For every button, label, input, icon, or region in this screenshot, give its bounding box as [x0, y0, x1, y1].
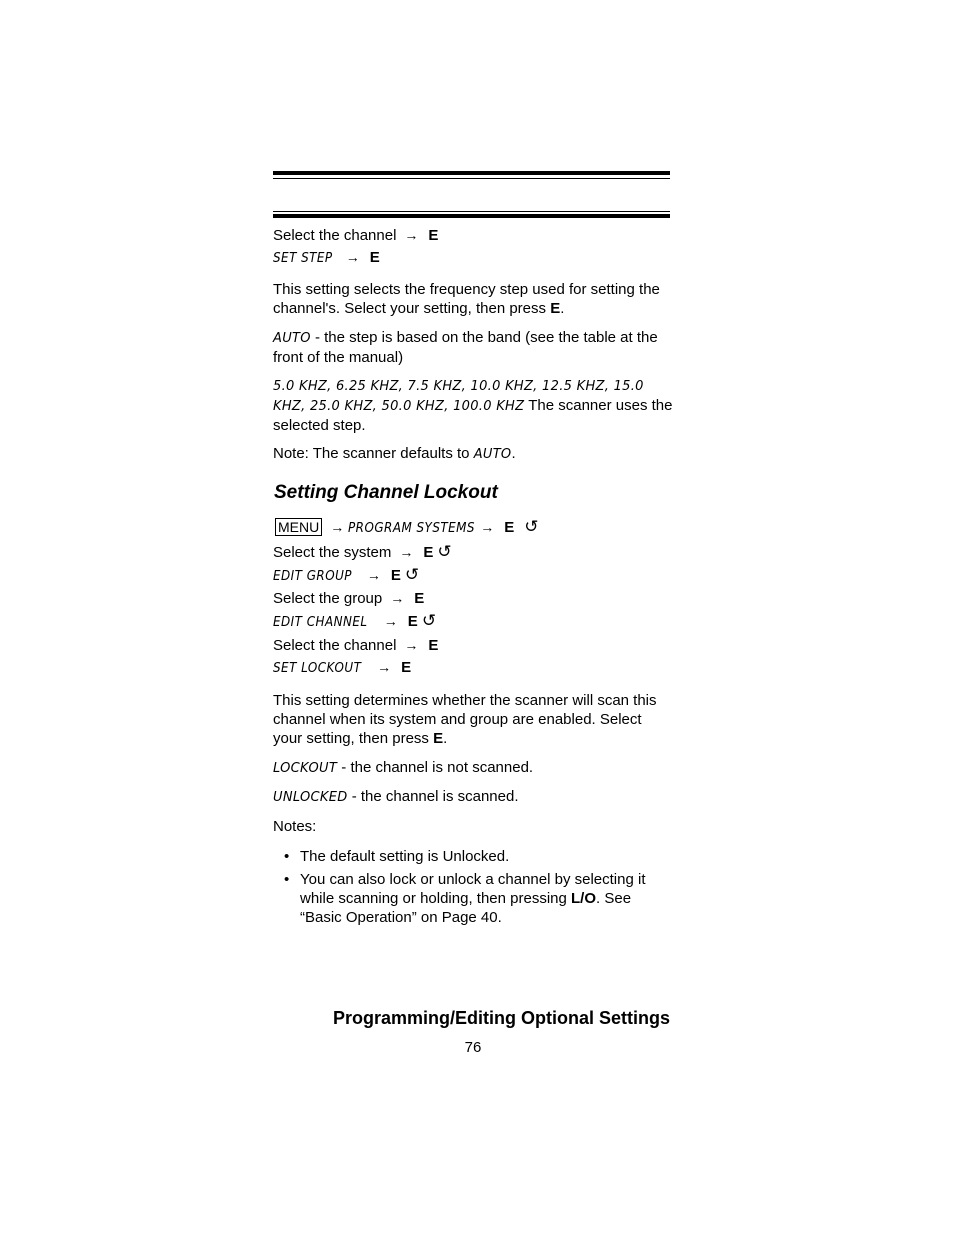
- loop-icon: ↺: [437, 542, 452, 561]
- arrow-icon: →: [366, 567, 381, 583]
- bullet-icon: •: [284, 871, 290, 888]
- set-step-description: This setting selects the frequency step used for setting the channel's. Select your setting, then press E.: [273, 281, 660, 317]
- page-number: 76: [464, 1039, 482, 1056]
- default-note: Note: The scanner defaults to AUTO.: [273, 445, 516, 462]
- lcd-unlocked: UNLOCKED: [273, 790, 348, 805]
- steps-option: 5.0 KHZ, 6.25 KHZ, 7.5 KHZ, 10.0 KHZ, 12.5 KHZ, 15.0 KHZ, 25.0 KHZ, 50.0 KHZ, 100.0 KHZ The scanner uses the selected step.: [273, 379, 673, 434]
- lock-line-select-group: Select the group → E: [273, 590, 425, 607]
- footer-title: Programming/Editing Optional Settings: [332, 1008, 670, 1028]
- e-key: E: [390, 567, 401, 584]
- instruction-text: Select the channel: [273, 227, 397, 244]
- top-rule-thin: [273, 178, 670, 179]
- arrow-icon: →: [345, 249, 360, 265]
- notes-label: Notes:: [273, 818, 317, 835]
- top-rule-thick: [273, 171, 670, 175]
- bullet-icon: •: [284, 848, 290, 865]
- e-key: E: [369, 249, 380, 266]
- lo-key: L/O: [571, 890, 597, 907]
- lcd-set-step: SET STEP: [273, 251, 333, 266]
- arrow-icon: →: [377, 659, 392, 675]
- e-key: E: [401, 659, 412, 676]
- arrow-icon: →: [390, 590, 405, 606]
- list-item: • The default setting is Unlocked.: [284, 848, 510, 865]
- e-key: E: [504, 519, 515, 536]
- e-key: E: [407, 613, 418, 630]
- menu-key: MENU: [275, 518, 322, 536]
- lock-line-menu: [275, 518, 539, 538]
- lock-line-select-system: Select the system → E ↺: [273, 542, 452, 561]
- arrow-icon: →: [404, 637, 419, 653]
- arrow-icon: →: [480, 519, 495, 535]
- auto-option: AUTO - the step is based on the band (see the table at the front of the manual): [273, 329, 658, 366]
- arrow-icon: →: [404, 227, 419, 243]
- arrow-icon: →: [399, 544, 414, 560]
- arrow-icon: →: [330, 519, 345, 535]
- lcd-edit-channel: EDIT CHANNEL: [273, 615, 368, 630]
- lcd-lockout: LOCKOUT: [273, 761, 338, 776]
- arrow-icon: →: [383, 613, 398, 629]
- lcd-auto-default: AUTO: [473, 447, 512, 462]
- step-line-set-step: [273, 248, 380, 268]
- lcd-auto: AUTO: [273, 331, 311, 346]
- section-rule-thick: [273, 214, 670, 218]
- lock-line-select-channel: Select the channel → E: [273, 637, 439, 654]
- section-rule-thin: [273, 211, 670, 212]
- lcd-step-list: 5.0 KHZ, 6.25 KHZ, 7.5 KHZ, 10.0 KHZ, 12.5 KHZ, 15.0 KHZ, 25.0 KHZ, 50.0 KHZ, 100.0 KHZ: [273, 379, 644, 414]
- loop-icon: ↺: [404, 565, 420, 584]
- e-key: E: [423, 544, 434, 561]
- e-key: E: [428, 637, 439, 654]
- lock-line-set-lockout: [273, 658, 411, 678]
- lcd-set-lockout: SET LOCKOUT: [273, 661, 362, 676]
- lcd-program-systems: PROGRAM SYSTEMS: [348, 521, 476, 536]
- lock-line-edit-group: [273, 566, 419, 586]
- lock-line-edit-channel: [273, 612, 436, 632]
- unlocked-option: UNLOCKED - the channel is scanned.: [273, 788, 519, 805]
- lockout-option: LOCKOUT - the channel is not scanned.: [273, 759, 534, 776]
- lcd-edit-group: EDIT GROUP: [273, 569, 352, 584]
- lockout-description: This setting determines whether the scanner will scan this channel when its system and group are enabled. Select your setting, then press E.: [273, 692, 657, 747]
- loop-icon: ↺: [524, 517, 539, 536]
- step-line-select-channel: [273, 226, 438, 245]
- list-item: • You can also lock or unlock a channel by selecting it while scanning or holding, then pressing L/O. See “Basic Operation” on Page 40.: [284, 871, 646, 926]
- e-key: E: [414, 590, 425, 607]
- section-heading: Setting Channel Lockout: [274, 482, 498, 503]
- e-key: E: [428, 227, 439, 244]
- loop-icon: ↺: [421, 611, 437, 630]
